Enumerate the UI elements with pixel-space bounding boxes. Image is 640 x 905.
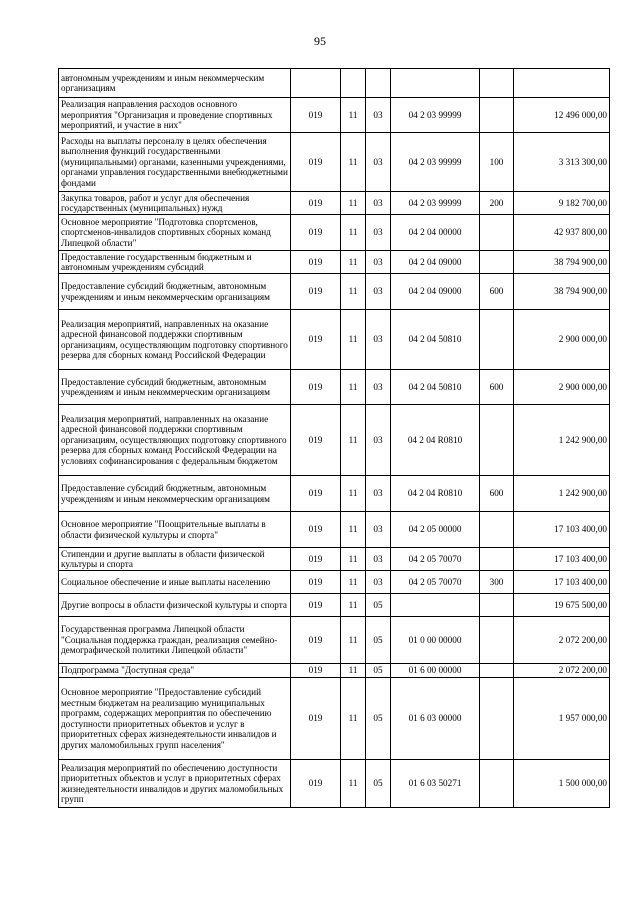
ministry-code: 019 — [291, 617, 341, 664]
expense-type — [480, 594, 514, 617]
target-article: 04 2 05 00000 — [391, 512, 480, 548]
expense-type: 600 — [480, 274, 514, 310]
subsection-code: 05 — [366, 760, 391, 808]
row-name: Закупка товаров, работ и услуг для обеспечения государственных (муниципальных) нужд — [59, 192, 291, 215]
amount: 17 103 400,00 — [514, 571, 610, 594]
row-name: Основное мероприятие "Подготовка спортсменов, спортсменов-инвалидов спортивных сборных команд Липецкой области" — [59, 215, 291, 251]
ministry-code: 019 — [291, 133, 341, 192]
ministry-code: 019 — [291, 571, 341, 594]
row-name: Реализация мероприятий, направленных на оказание адресной финансовой поддержки спортивным организациям, осуществляющих подготовку спортивного резерва для сборных команд Российской Федерации на условиях софинансирования с федеральным бюджетом — [59, 405, 291, 476]
expense-type: 600 — [480, 476, 514, 512]
ministry-code: 019 — [291, 405, 341, 476]
table-row — [59, 310, 610, 370]
section-code: 11 — [341, 274, 366, 310]
section-code: 11 — [341, 251, 366, 274]
target-article: 04 2 04 00000 — [391, 215, 480, 251]
expense-type — [480, 617, 514, 664]
section-code: 11 — [341, 476, 366, 512]
section-code: 11 — [341, 405, 366, 476]
subsection-code: 03 — [366, 571, 391, 594]
section-code: 11 — [341, 215, 366, 251]
row-name: Предоставление субсидий бюджетным, автономным учреждениям и иным некоммерческим организациям — [59, 370, 291, 405]
table-row — [59, 69, 610, 98]
ministry-code: 019 — [291, 274, 341, 310]
subsection-code: 03 — [366, 133, 391, 192]
subsection-code: 03 — [366, 98, 391, 133]
table-row — [59, 512, 610, 548]
section-code: 11 — [341, 370, 366, 405]
target-article — [391, 69, 480, 98]
target-article: 04 2 03 99999 — [391, 98, 480, 133]
table-row — [59, 617, 610, 664]
section-code: 11 — [341, 664, 366, 678]
section-code: 11 — [341, 310, 366, 370]
expense-type — [480, 548, 514, 571]
amount — [514, 69, 610, 98]
budget-table — [58, 68, 610, 808]
section-code: 11 — [341, 571, 366, 594]
ministry-code: 019 — [291, 215, 341, 251]
subsection-code — [366, 69, 391, 98]
amount: 1 500 000,00 — [514, 760, 610, 808]
row-name: Социальное обеспечение и иные выплаты населению — [59, 571, 291, 594]
ministry-code: 019 — [291, 98, 341, 133]
ministry-code: 019 — [291, 476, 341, 512]
expense-type: 200 — [480, 192, 514, 215]
subsection-code: 05 — [366, 617, 391, 664]
amount: 2 072 200,00 — [514, 664, 610, 678]
expense-type — [480, 405, 514, 476]
expense-type — [480, 310, 514, 370]
expense-type: 600 — [480, 370, 514, 405]
row-name: Расходы на выплаты персоналу в целях обеспечения выполнения функций государственными (муниципальными) органами, казенными учреждениями, органами управления государственными внебюджетными фондами — [59, 133, 291, 192]
table-row — [59, 274, 610, 310]
table-row — [59, 548, 610, 571]
ministry-code: 019 — [291, 678, 341, 760]
target-article: 04 2 03 99999 — [391, 133, 480, 192]
section-code: 11 — [341, 133, 366, 192]
subsection-code: 03 — [366, 512, 391, 548]
row-name: Предоставление государственным бюджетным и автономным учреждениям субсидий — [59, 251, 291, 274]
section-code: 11 — [341, 594, 366, 617]
amount: 2 900 000,00 — [514, 310, 610, 370]
table-row — [59, 476, 610, 512]
amount: 1 957 000,00 — [514, 678, 610, 760]
subsection-code: 03 — [366, 192, 391, 215]
expense-type — [480, 215, 514, 251]
expense-type — [480, 251, 514, 274]
subsection-code: 03 — [366, 405, 391, 476]
table-row — [59, 370, 610, 405]
ministry-code: 019 — [291, 760, 341, 808]
amount: 38 794 900,00 — [514, 274, 610, 310]
amount: 1 242 900,00 — [514, 405, 610, 476]
amount: 1 242 900,00 — [514, 476, 610, 512]
amount: 38 794 900,00 — [514, 251, 610, 274]
section-code: 11 — [341, 617, 366, 664]
table-row — [59, 678, 610, 760]
section-code: 11 — [341, 98, 366, 133]
section-code: 11 — [341, 512, 366, 548]
ministry-code: 019 — [291, 251, 341, 274]
amount: 3 313 300,00 — [514, 133, 610, 192]
ministry-code: 019 — [291, 370, 341, 405]
ministry-code: 019 — [291, 664, 341, 678]
target-article: 04 2 04 50810 — [391, 370, 480, 405]
table-row — [59, 98, 610, 133]
table-row — [59, 215, 610, 251]
table-row — [59, 571, 610, 594]
table-row — [59, 133, 610, 192]
expense-type — [480, 664, 514, 678]
amount: 9 182 700,00 — [514, 192, 610, 215]
row-name: Стипендии и другие выплаты в области физической культуры и спорта — [59, 548, 291, 571]
table-row — [59, 405, 610, 476]
row-name: Другие вопросы в области физической культуры и спорта — [59, 594, 291, 617]
row-name: Основное мероприятие "Поощрительные выплаты в области физической культуры и спорта" — [59, 512, 291, 548]
expense-type — [480, 98, 514, 133]
ministry-code: 019 — [291, 310, 341, 370]
table-row — [59, 594, 610, 617]
subsection-code: 03 — [366, 370, 391, 405]
amount: 2 900 000,00 — [514, 370, 610, 405]
row-name: Реализация мероприятий, направленных на оказание адресной финансовой поддержки спортивным организациям, осуществляющим подготовку спортивного резерва для сборных команд Российской Федерации — [59, 310, 291, 370]
subsection-code: 05 — [366, 678, 391, 760]
expense-type — [480, 69, 514, 98]
target-article: 04 2 04 50810 — [391, 310, 480, 370]
row-name: Реализация мероприятий по обеспечению доступности приоритетных объектов и услуг в приоритетных сферах жизнедеятельности инвалидов и других маломобильных групп — [59, 760, 291, 808]
target-article: 04 2 04 R0810 — [391, 476, 480, 512]
subsection-code: 03 — [366, 251, 391, 274]
table-row — [59, 192, 610, 215]
row-name: Предоставление субсидий бюджетным, автономным учреждениям и иным некоммерческим организациям — [59, 274, 291, 310]
section-code: 11 — [341, 760, 366, 808]
page-number: 95 — [314, 34, 326, 48]
target-article: 01 6 03 50271 — [391, 760, 480, 808]
expense-type — [480, 512, 514, 548]
ministry-code: 019 — [291, 548, 341, 571]
amount: 19 675 500,00 — [514, 594, 610, 617]
target-article: 04 2 04 09000 — [391, 251, 480, 274]
table-row — [59, 251, 610, 274]
target-article: 01 6 00 00000 — [391, 664, 480, 678]
target-article: 01 6 03 00000 — [391, 678, 480, 760]
target-article: 04 2 05 70070 — [391, 571, 480, 594]
ministry-code: 019 — [291, 192, 341, 215]
section-code: 11 — [341, 548, 366, 571]
ministry-code: 019 — [291, 594, 341, 617]
amount: 42 937 800,00 — [514, 215, 610, 251]
subsection-code: 03 — [366, 548, 391, 571]
ministry-code: 019 — [291, 512, 341, 548]
target-article: 01 0 00 00000 — [391, 617, 480, 664]
row-name: автономным учреждениям и иным некоммерческим организациям — [59, 69, 291, 98]
row-name: Подпрограмма "Доступная среда" — [59, 664, 291, 678]
table-row — [59, 760, 610, 808]
target-article: 04 2 05 70070 — [391, 548, 480, 571]
row-name: Основное мероприятие "Предоставление субсидий местным бюджетам на реализацию муниципальных программ, содержащих мероприятия по обеспечению доступности приоритетных объектов и услуг в приоритетных сферах жизнедеятельности инвалидов и других маломобильных групп населения" — [59, 678, 291, 760]
expense-type — [480, 678, 514, 760]
subsection-code: 05 — [366, 664, 391, 678]
amount: 12 496 000,00 — [514, 98, 610, 133]
target-article: 04 2 04 09000 — [391, 274, 480, 310]
target-article: 04 2 03 99999 — [391, 192, 480, 215]
table-row — [59, 664, 610, 678]
subsection-code: 05 — [366, 594, 391, 617]
row-name: Реализация направления расходов основного мероприятия "Организация и проведение спортивных мероприятий, и участие в них" — [59, 98, 291, 133]
subsection-code: 03 — [366, 215, 391, 251]
amount: 17 103 400,00 — [514, 512, 610, 548]
amount: 2 072 200,00 — [514, 617, 610, 664]
section-code: 11 — [341, 192, 366, 215]
target-article: 04 2 04 R0810 — [391, 405, 480, 476]
row-name: Государственная программа Липецкой области "Социальная поддержка граждан, реализация семейно-демографической политики Липецкой области" — [59, 617, 291, 664]
target-article — [391, 594, 480, 617]
expense-type: 300 — [480, 571, 514, 594]
subsection-code: 03 — [366, 310, 391, 370]
section-code: 11 — [341, 678, 366, 760]
amount: 17 103 400,00 — [514, 548, 610, 571]
subsection-code: 03 — [366, 476, 391, 512]
expense-type: 100 — [480, 133, 514, 192]
row-name: Предоставление субсидий бюджетным, автономным учреждениям и иным некоммерческим организациям — [59, 476, 291, 512]
expense-type — [480, 760, 514, 808]
ministry-code — [291, 69, 341, 98]
section-code — [341, 69, 366, 98]
subsection-code: 03 — [366, 274, 391, 310]
